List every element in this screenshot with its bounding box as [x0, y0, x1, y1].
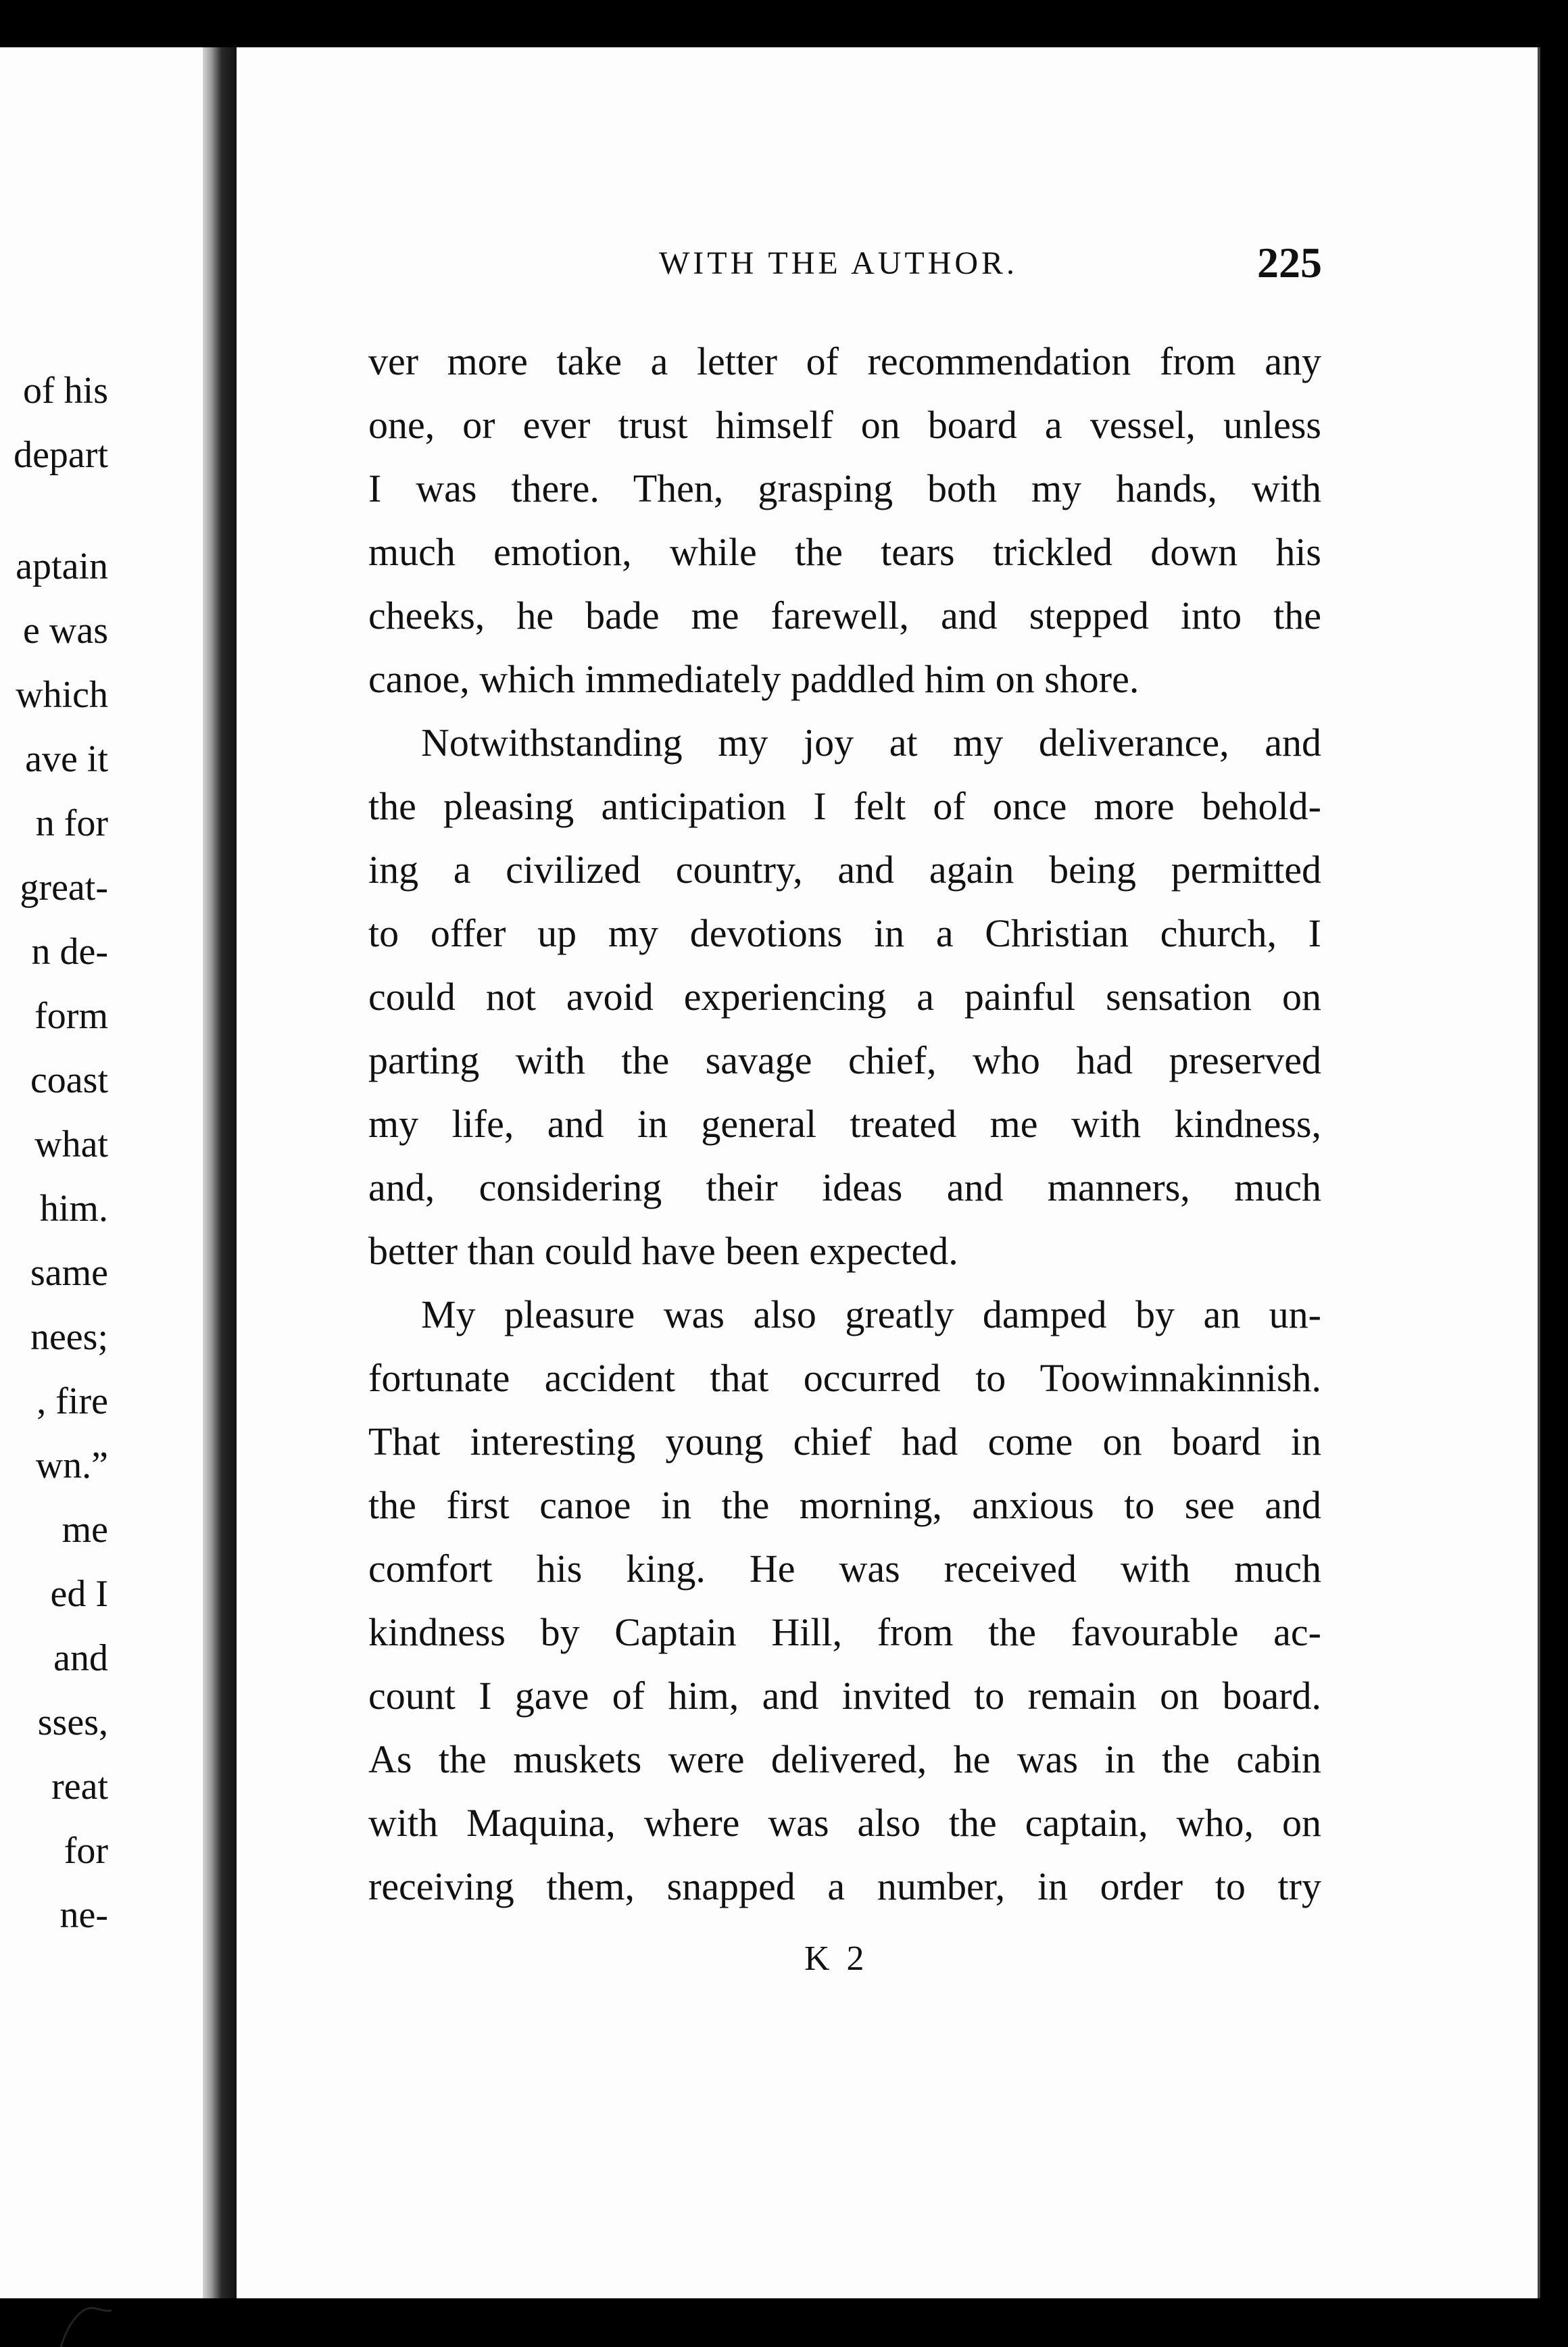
facing-line: him. — [39, 1188, 108, 1230]
facing-line: coast — [30, 1059, 108, 1101]
facing-line: ne- — [59, 1894, 108, 1936]
facing-line: great- — [20, 867, 108, 909]
page-edge — [1538, 47, 1540, 2298]
facing-page — [0, 47, 203, 2298]
body-line: fortunate accident that occurred to Toowinnakinnish. — [368, 1356, 1321, 1400]
running-head: WITH THE AUTHOR. — [659, 245, 1019, 281]
body-line: much emotion, while the tears trickled down his — [368, 530, 1321, 574]
body-line: and, considering their ideas and manners, much — [368, 1165, 1321, 1209]
body-line: my life, and in general treated me with kindness, — [368, 1102, 1321, 1146]
body-line: canoe, which immediately paddled him on shore. — [368, 657, 1140, 701]
body-line: cheeks, he bade me farewell, and stepped into the — [368, 594, 1321, 637]
facing-line: e was — [23, 610, 108, 652]
facing-line: depart — [14, 434, 108, 476]
body-line: one, or ever trust himself on board a vessel, unless — [368, 403, 1321, 447]
pen-mark — [47, 2271, 122, 2347]
facing-line: n de- — [31, 931, 108, 973]
body-line: Notwithstanding my joy at my deliverance, and — [421, 721, 1321, 765]
facing-line: ed I — [50, 1573, 108, 1615]
body-line: with Maquina, where was also the captain, who, on — [368, 1801, 1321, 1845]
body-line: parting with the savage chief, who had preserved — [368, 1038, 1321, 1082]
facing-line: wn.” — [35, 1445, 108, 1486]
facing-line: n for — [35, 802, 108, 844]
body-line: could not avoid experiencing a painful sensation on — [368, 975, 1321, 1019]
facing-line: sses, — [37, 1701, 108, 1743]
body-line: the first canoe in the morning, anxious to see and — [368, 1483, 1321, 1527]
page-number: 225 — [1257, 239, 1322, 287]
facing-line: which — [16, 674, 108, 716]
body-line: receiving them, snapped a number, in order to try — [368, 1864, 1321, 1908]
body-line: I was there. Then, grasping both my hands, with — [368, 466, 1321, 510]
body-line: That interesting young chief had come on board in — [368, 1420, 1321, 1463]
facing-line: form — [34, 995, 108, 1037]
facing-line: ave it — [25, 738, 108, 780]
facing-line: for — [64, 1830, 108, 1872]
facing-line: aptain — [16, 546, 108, 587]
body-line: ver more take a letter of recommendation from any — [368, 339, 1321, 383]
facing-line: nees; — [30, 1316, 108, 1358]
body-line: ing a civilized country, and again being permitted — [368, 848, 1321, 892]
facing-line: and — [53, 1637, 108, 1679]
body-line: kindness by Captain Hill, from the favourable ac- — [368, 1610, 1321, 1654]
book-gutter — [203, 47, 237, 2298]
facing-line: same — [30, 1252, 108, 1294]
body-line: count I gave of him, and invited to remain on board. — [368, 1674, 1321, 1718]
signature-mark: K 2 — [804, 1939, 868, 1978]
body-line: to offer up my devotions in a Christian church, I — [368, 911, 1321, 955]
body-line: better than could have been expected. — [368, 1229, 958, 1273]
body-line: the pleasing anticipation I felt of once more behold- — [368, 784, 1321, 828]
facing-line: me — [62, 1509, 108, 1551]
facing-line: reat — [51, 1766, 108, 1808]
facing-line: of his — [23, 370, 108, 412]
body-line: My pleasure was also greatly damped by an un- — [421, 1292, 1321, 1336]
facing-line: what — [34, 1123, 108, 1165]
body-line: comfort his king. He was received with much — [368, 1547, 1321, 1591]
facing-line: , fire — [36, 1380, 108, 1422]
body-line: As the muskets were delivered, he was in the cabin — [368, 1737, 1321, 1781]
